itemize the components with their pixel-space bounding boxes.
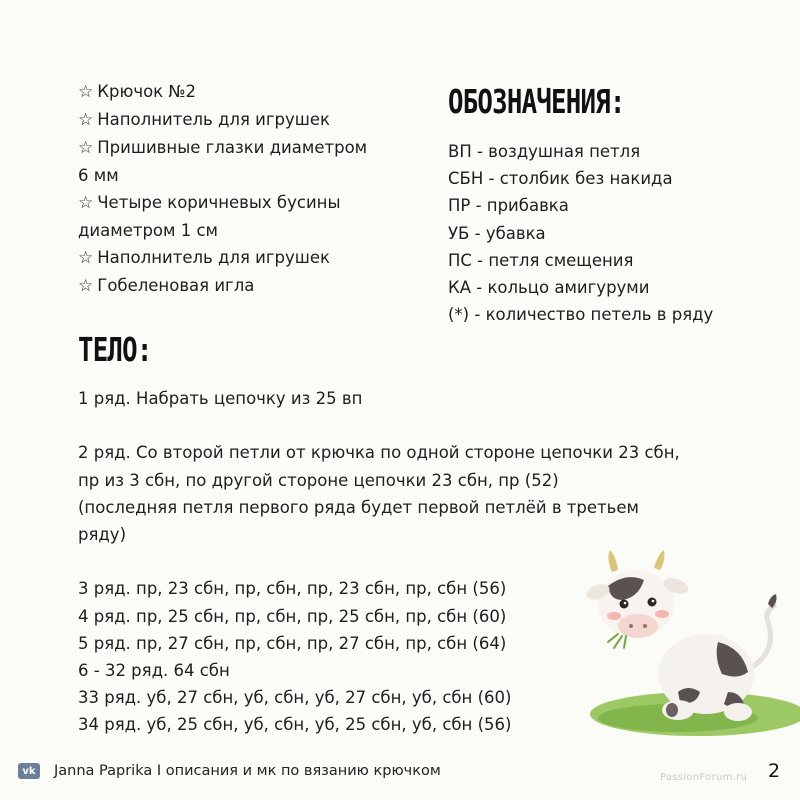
star-outline-icon: ☆ (78, 276, 94, 296)
row-instruction: 33 ряд. уб, 27 сбн, уб, сбн, уб, 27 сбн, уб, сбн (60) (78, 688, 512, 708)
watermark: PassionForum.ru (660, 772, 748, 783)
footer (18, 763, 441, 779)
star-outline-icon: ☆ (78, 193, 94, 213)
page-number: 2 (768, 760, 781, 782)
legend-item: КА - кольцо амигуруми (448, 278, 650, 298)
legend-item: (*) - количество петель в ряду (448, 305, 714, 325)
row-instruction: (последняя петля первого ряда будет первой петлёй в третьем (78, 497, 639, 517)
legend-list (448, 138, 713, 328)
star-outline-icon: ☆ (78, 138, 94, 158)
row-instruction: 34 ряд. уб, 25 сбн, уб, сбн, уб, 25 сбн, уб, сбн (56) (78, 715, 512, 735)
material-item-continuation: 6 мм (78, 166, 119, 185)
material-item: ☆ Наполнитель для игрушек (78, 248, 330, 268)
row-instruction: ряду) (78, 525, 127, 544)
vk-logo-icon: vk (18, 763, 40, 779)
legend-item: ВП - воздушная петля (448, 142, 641, 161)
row-instruction: 4 ряд. пр, 25 сбн, пр, сбн, пр, 25 сбн, пр, сбн (60) (78, 606, 507, 626)
material-item: ☆ Наполнитель для игрушек (78, 110, 330, 130)
row-instruction: 6 - 32 ряд. 64 сбн (78, 661, 230, 680)
legend-item: СБН - столбик без накида (448, 169, 673, 189)
footer-text: Janna Paprika I описания и мк по вязанию крючком (54, 763, 441, 779)
materials-list (78, 78, 408, 300)
star-outline-icon: ☆ (78, 110, 94, 130)
material-item: ☆ Четыре коричневых бусины (78, 193, 341, 213)
star-outline-icon: ☆ (78, 248, 94, 268)
row-instruction: пр из 3 сбн, по другой стороне цепочки 23 сбн, пр (52) (78, 470, 559, 490)
row-instruction: 1 ряд. Набрать цепочку из 25 вп (78, 389, 363, 408)
row-instruction: 5 ряд. пр, 27 сбн, пр, сбн, пр, 27 сбн, пр, сбн (64) (78, 633, 507, 653)
body-section-title: ТЕЛО: (78, 330, 152, 369)
legend-item: ПС - петля смещения (448, 250, 634, 270)
star-outline-icon: ☆ (78, 82, 94, 102)
cow-illustration (578, 542, 800, 742)
material-item: ☆ Крючок №2 (78, 82, 197, 102)
row-instruction: 3 ряд. пр, 23 сбн, пр, сбн, пр, 23 сбн, пр, сбн (56) (78, 579, 507, 599)
legend-title: ОБОЗНАЧЕНИЯ: (448, 82, 625, 121)
material-item: ☆ Гобеленовая игла (78, 276, 255, 296)
material-item-continuation: диаметром 1 см (78, 221, 218, 240)
legend-item: ПР - прибавка (448, 196, 569, 216)
material-item: ☆ Пришивные глазки диаметром (78, 138, 368, 158)
legend-item: УБ - убавка (448, 223, 546, 243)
row-instruction: 2 ряд. Со второй петли от крючка по одной стороне цепочки 23 сбн, (78, 443, 680, 463)
